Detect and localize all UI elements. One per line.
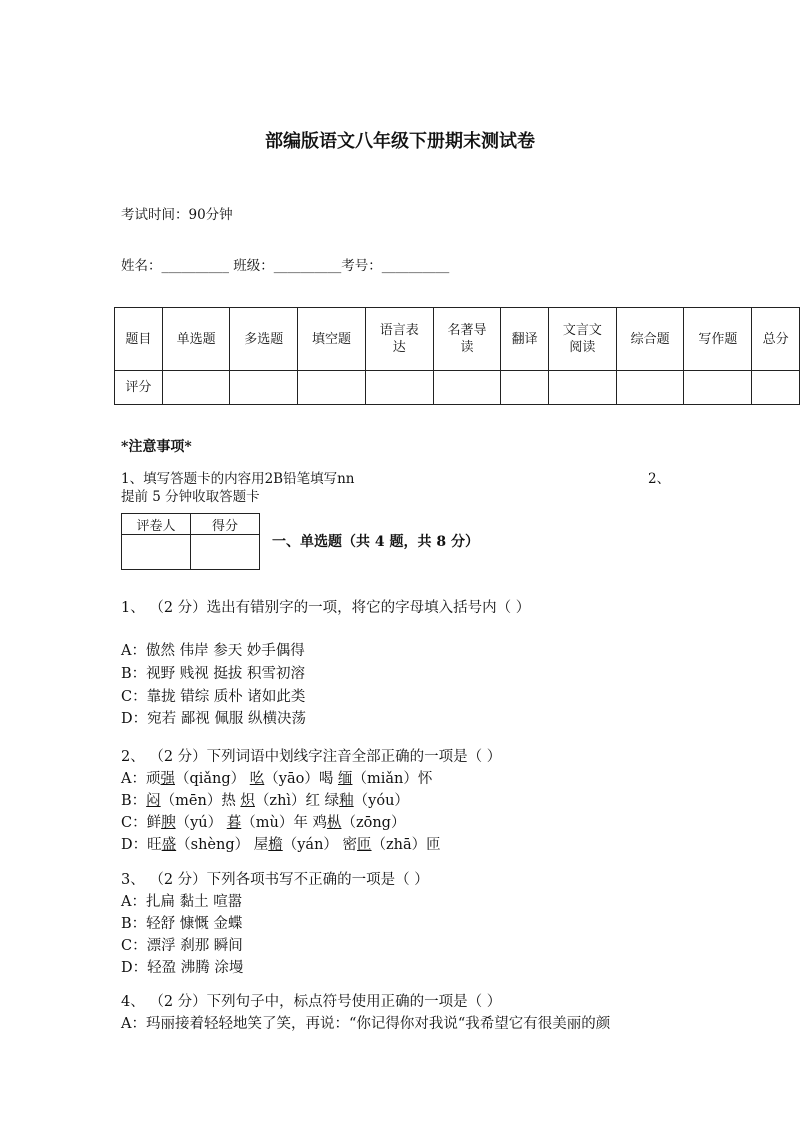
question-2-option-c <box>121 811 405 832</box>
option-text: B： <box>121 793 147 809</box>
underlined-char: 缅 <box>337 771 353 787</box>
option-text: （zhì）红 绿 <box>254 793 340 809</box>
underlined-char: 吆 <box>249 771 265 787</box>
question-4-stem: 4、 （2 分）下列句子中，标点符号使用正确的一项是（ ） <box>121 994 502 1010</box>
question-1-option-b: B：视野 贱视 挺拔 积雪初溶 <box>121 666 305 682</box>
underlined-char: 枞 <box>326 815 342 831</box>
underlined-char: 暮 <box>226 815 242 831</box>
option-text: （mù）年 鸡 <box>241 815 327 831</box>
option-text: （yú） <box>175 815 227 831</box>
option-text: （miǎn）怀 <box>352 771 433 787</box>
score-table-header-row <box>115 308 800 371</box>
underlined-char: 闷 <box>146 793 161 809</box>
option-text: （yán） 密 <box>282 837 358 853</box>
underlined-char: 檐 <box>268 837 283 853</box>
underlined-char: 釉 <box>339 793 354 809</box>
score-header-cell: 名著导读 <box>433 308 501 371</box>
score-cell <box>549 371 617 405</box>
note-2: 提前 5 分钟收取答题卡 <box>121 489 260 505</box>
score-row-label: 评分 <box>115 371 163 405</box>
question-3-option-c: C：漂浮 刹那 瞬间 <box>121 938 243 954</box>
question-4-option-a: A：玛丽接着轻轻地笑了笑，再说：“你记得你对我说“我希望它有很美丽的颜 <box>121 1016 611 1032</box>
grader-label: 评卷人 <box>122 514 191 535</box>
score-header-cell: 文言文阅读 <box>549 308 617 371</box>
page-title: 部编版语文八年级下册期末测试卷 <box>265 131 535 152</box>
score-header-cell: 题目 <box>115 308 163 371</box>
grader-value-row <box>122 535 260 570</box>
score-header-cell: 写作题 <box>684 308 752 371</box>
question-2-option-a <box>121 767 432 788</box>
score-header-cell: 多选题 <box>230 308 298 371</box>
score-cell <box>684 371 752 405</box>
option-text: A：顽 <box>121 771 161 787</box>
score-cell <box>752 371 800 405</box>
underlined-char: 炽 <box>240 793 255 809</box>
option-text: C：鲜 <box>121 815 162 831</box>
score-cell <box>298 371 366 405</box>
note-1: 1、填写答题卡的内容用2B铅笔填写nn <box>121 471 355 487</box>
grader-header-row <box>122 514 260 535</box>
question-3-option-a: A：扎扁 黏土 喧嚣 <box>121 894 243 910</box>
question-3-option-d: D：轻盈 沸腾 涂墁 <box>121 960 244 976</box>
question-2-option-d <box>121 833 441 854</box>
underlined-char: 强 <box>160 771 175 787</box>
grader-table <box>121 513 260 570</box>
notes-title: *注意事项* <box>121 439 192 455</box>
score-header-cell: 综合题 <box>616 308 684 371</box>
question-3-option-b: B：轻舒 慷慨 金蝶 <box>121 916 243 932</box>
score-header-cell: 填空题 <box>298 308 366 371</box>
score-cell <box>616 371 684 405</box>
question-2-option-b <box>121 789 409 810</box>
option-text: （shèng） 屋 <box>176 837 269 853</box>
option-text: （qiǎng） <box>174 771 250 787</box>
option-text: （zōng） <box>341 815 406 831</box>
score-cell <box>365 371 433 405</box>
score-cell <box>433 371 501 405</box>
score-table-score-row <box>115 371 800 405</box>
question-3-stem: 3、 （2 分）下列各项书写不正确的一项是（ ） <box>121 872 429 888</box>
option-text: （yāo）喝 <box>264 771 338 787</box>
section-heading: 一、单选题（共 4 题，共 8 分） <box>272 534 479 550</box>
question-1-option-d: D：宛若 鄙视 佩服 纵横决荡 <box>121 711 306 727</box>
underlined-char: 腴 <box>161 815 176 831</box>
exam-time: 考试时间：90分钟 <box>121 207 233 223</box>
score-label: 得分 <box>191 514 260 535</box>
underlined-char: 盛 <box>161 837 177 853</box>
option-text: （mēn）热 <box>160 793 241 809</box>
question-2-stem: 2、 （2 分）下列词语中划线字注音全部正确的一项是（ ） <box>121 749 502 765</box>
score-cell <box>501 371 549 405</box>
option-text: （yóu） <box>353 793 409 809</box>
score-header-cell: 单选题 <box>162 308 230 371</box>
note-2-number: 2、 <box>648 471 671 487</box>
student-info-line: 姓名：__________ 班级：__________考号：__________ <box>121 258 450 274</box>
question-1-option-c: C：靠拢 错综 质朴 诸如此类 <box>121 689 306 705</box>
score-cell <box>230 371 298 405</box>
score-table <box>114 307 800 405</box>
score-header-cell: 语言表达 <box>365 308 433 371</box>
score-header-cell: 总分 <box>752 308 800 371</box>
question-1-stem: 1、 （2 分）选出有错别字的一项，将它的字母填入括号内（ ） <box>121 600 531 616</box>
score-cell <box>162 371 230 405</box>
score-header-cell: 翻译 <box>501 308 549 371</box>
underlined-char: 匝 <box>357 837 372 853</box>
option-text: D：旺 <box>121 837 162 853</box>
score-cell <box>191 535 260 570</box>
question-1-option-a: A：傲然 伟岸 参天 妙手偶得 <box>121 643 305 659</box>
grader-cell <box>122 535 191 570</box>
option-text: （zhā）匝 <box>371 837 441 853</box>
